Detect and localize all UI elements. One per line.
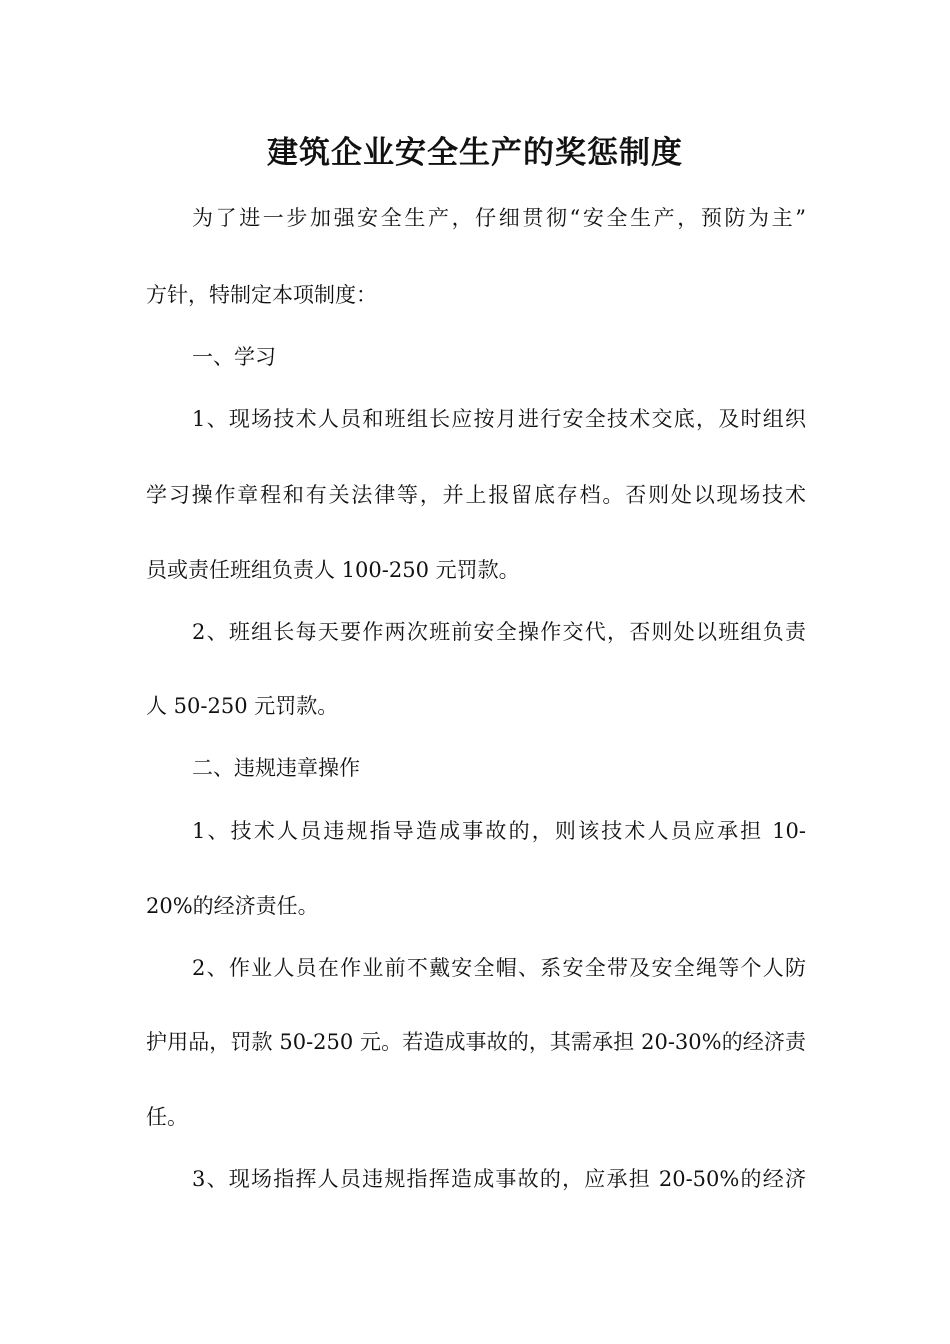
paragraph-line: 方针，特制定本项制度： <box>146 283 377 307</box>
paragraph-line: 2、作业人员在作业前不戴安全帽、系安全带及安全绳等个人防 <box>192 956 806 980</box>
paragraph-line: 2、班组长每天要作两次班前安全操作交代，否则处以班组负责 <box>192 620 806 644</box>
section-heading: 一、学习 <box>192 345 276 369</box>
paragraph-line: 员或责任班组负责人 100-250 元罚款。 <box>146 558 520 582</box>
paragraph-line: 1、技术人员违规指导造成事故的，则该技术人员应承担 10- <box>192 819 806 843</box>
paragraph-line: 3、现场指挥人员违规指挥造成事故的，应承担 20-50%的经济 <box>192 1167 806 1191</box>
paragraph-line: 20%的经济责任。 <box>146 894 319 918</box>
section-heading: 二、违规违章操作 <box>192 756 360 780</box>
document-title: 建筑企业安全生产的奖惩制度 <box>267 135 683 171</box>
paragraph-line: 任。 <box>146 1105 188 1129</box>
paragraph-line: 1、现场技术人员和班组长应按月进行安全技术交底，及时组织 <box>192 407 806 431</box>
paragraph-line: 护用品，罚款 50-250 元。若造成事故的，其需承担 20-30%的经济责 <box>146 1030 806 1054</box>
paragraph-line: 为了进一步加强安全生产，仔细贯彻“安全生产，预防为主” <box>192 206 806 230</box>
paragraph-line: 学习操作章程和有关法律等，并上报留底存档。否则处以现场技术 <box>146 483 806 507</box>
paragraph-line: 人 50-250 元罚款。 <box>146 694 339 718</box>
